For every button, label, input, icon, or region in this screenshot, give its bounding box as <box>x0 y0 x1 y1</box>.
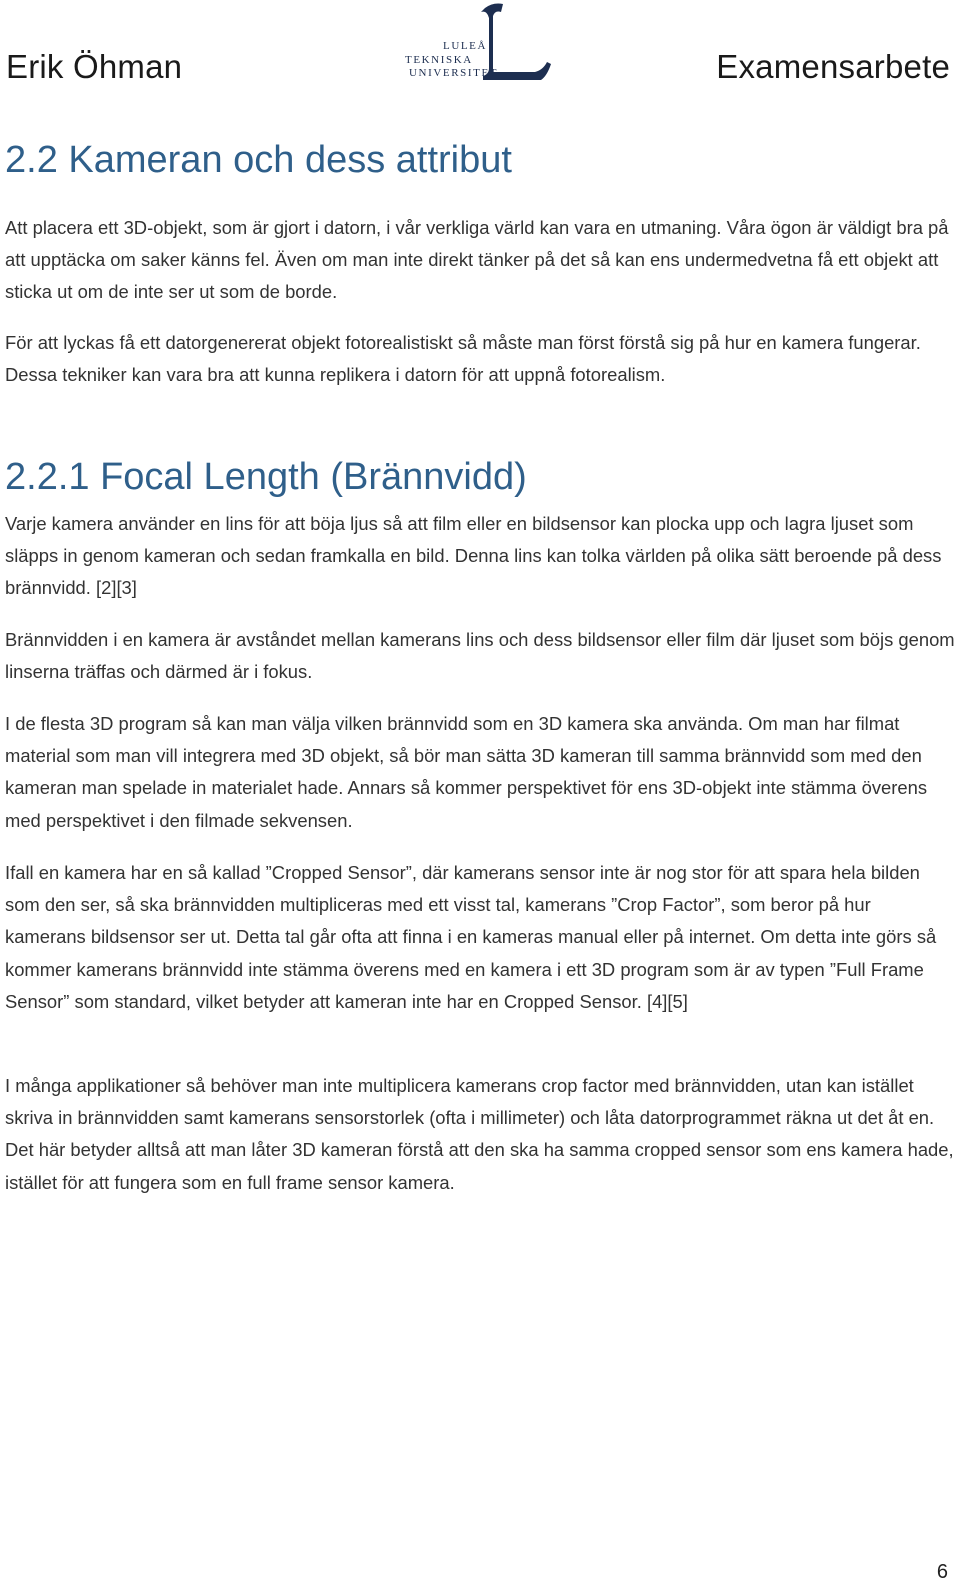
subsection-heading: 2.2.1 Focal Length (Brännvidd) <box>5 456 527 498</box>
subsection-paragraph-3: I de flesta 3D program så kan man välja vilken brännvidd som en 3D kamera ska använda. Om man har filmat material som man vill integrera med 3D objekt, så bör man sätta 3D kameran till samma brännvidd som med den kameran man spelade in materialet hade. Annars så kommer perspektivet för ens 3D-objekt inte stämma överens med perspektivet i den filmade sekvensen. <box>5 713 928 831</box>
document-type: Examensarbete <box>716 48 950 85</box>
subsection-paragraph-4: Ifall en kamera har en så kallad ”Cropped Sensor”, där kamerans sensor inte är nog stor för att spara hela bilden som den ser, så ska brännvidden multipliceras med ett visst tal, kamerans ”Crop Factor”, som beror på hur kamerans bildsensor ser ut. Detta tal går ofta att finna i en kameras manual eller på internet. Om detta inte görs så kommer kamerans brännvidd inte stämma överens med en kamera i ett 3D program som är av typen ”Full Frame Sensor” som standard, vilket betyder att kameran inte har en Cropped Sensor. [4][5] <box>5 862 937 1012</box>
page-number: 6 <box>936 1561 948 1583</box>
section-heading: 2.2 Kameran och dess attribut <box>5 139 512 181</box>
subsection-paragraph-1: Varje kamera använder en lins för att böja ljus så att film eller en bildsensor kan plocka upp och lagra ljuset som släpps in genom kameran och sedan framkalla en bild. Denna lins kan tolka världen på olika sätt beroende på dess brännvidd. [2][3] <box>5 513 942 599</box>
logo-line-3: UNIVERSITET <box>409 67 499 79</box>
page-header <box>0 0 960 100</box>
logo-line-2: TEKNISKA <box>405 53 473 66</box>
author-name: Erik Öhman <box>6 48 183 85</box>
university-logo <box>405 2 555 88</box>
page-content <box>5 130 955 1193</box>
logo-line-1: LULEÅ <box>443 40 488 52</box>
section-paragraph-2: För att lyckas få ett datorgenererat objekt fotorealistiskt så måste man först förstå sig på hur en kamera fungerar. Dessa tekniker kan vara bra att kunna replikera i datorn för att uppnå fotorealism. <box>5 332 921 386</box>
section-paragraph-1: Att placera ett 3D-objekt, som är gjort i datorn, i vår verkliga värld kan vara en utmaning. Våra ögon är väldigt bra på att upptäcka om saker känns fel. Även om man inte direkt tänker på det så kan ens undermedvetna få ett objekt att sticka ut om de inte ser ut som de borde. <box>5 217 949 303</box>
subsection-paragraph-2: Brännvidden i en kamera är avståndet mellan kamerans lins och dess bildsensor eller film där ljuset som böjs genom linserna träffas och därmed är i fokus. <box>5 629 955 683</box>
subsection-paragraph-5: I många applikationer så behöver man inte multiplicera kamerans crop factor med brännvidden, utan kan istället skriva in brännvidden samt kamerans sensorstorlek (ofta i millimeter) och låta datorprogrammet räkna ut det åt en. Det här betyder alltså att man låter 3D kameran förstå att den ska ha samma cropped sensor som ens kamera hade, istället för att fungera som en full frame sensor kamera. <box>5 1075 954 1193</box>
logo-text <box>405 40 525 81</box>
